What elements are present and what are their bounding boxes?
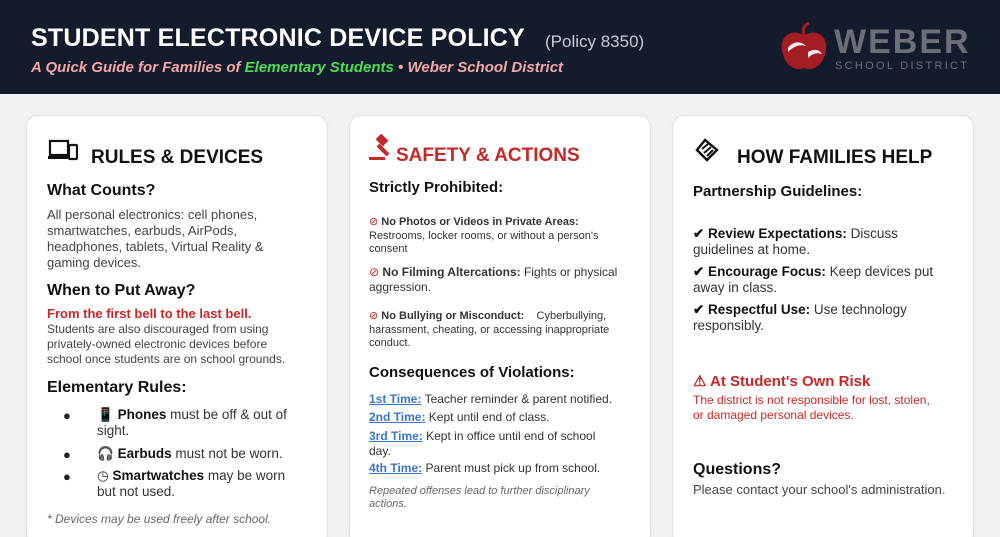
prohibited-text: harassment, cheating, or accessing inappropriate [369,323,610,336]
rules-devices-card [26,115,328,537]
violation-text: Parent must pick up from school. [422,461,601,475]
when-note-line: privately-owned electronic devices before [47,337,268,351]
guideline-strong: ✔ Encourage Focus: [693,264,826,279]
guideline-text: responsibly. [693,318,765,333]
logo-wordmark: WEBER [834,23,971,61]
what-counts-line: All personal electronics: cell phones, [47,207,258,222]
prohibited-icon: ⊘ [369,216,379,228]
card-title-rules: RULES & DEVICES [91,147,264,168]
watch-icon: ◷ [97,468,109,483]
families-help-card [672,115,974,537]
logo-subtext: SCHOOL DISTRICT [835,60,970,72]
rule-text: must be off & out of [166,407,287,422]
safety-actions-card [349,115,651,537]
violation-link[interactable]: 3rd Time: [369,429,423,443]
violation-text: Kept in office until end of school [422,429,596,443]
elementary-rules-heading: Elementary Rules: [47,379,187,396]
risk-heading: ⚠ At Student's Own Risk [693,373,871,390]
rule-text: must not be worn. [171,446,283,461]
headphones-icon: 🎧 [97,446,114,461]
card-title-safety: SAFETY & ACTIONS [396,145,580,166]
what-counts-line: headphones, tablets, Virtual Reality & [47,239,264,254]
prohibited-item [369,216,639,257]
violation-3 [369,429,595,459]
violation-text: Teacher reminder & parent notified. [421,392,613,406]
violation-2 [369,410,550,425]
violation-link[interactable]: 4th Time: [369,461,423,475]
page-title: STUDENT ELECTRONIC DEVICE POLICY [31,24,525,52]
when-note-line: school once students are on school grounds. [47,352,286,366]
guideline-text: Discuss [846,226,898,241]
violation-link[interactable]: 2nd Time: [369,410,426,424]
header-banner [0,0,1000,94]
card-title-families: HOW FAMILIES HELP [737,147,933,168]
risk-line: or damaged personal devices. [693,408,854,422]
guideline-review [693,226,963,258]
prohibited-strong: No Photos or Videos in Private Areas: [381,216,579,228]
guideline-text: away in class. [693,280,778,295]
prohibited-strong: No Filming Altercations: [382,265,521,279]
rule-earbuds [97,446,317,462]
questions-heading: Questions? [693,461,782,478]
when-heading: When to Put Away? [47,282,196,299]
after-school-note: * Devices may be used freely after school. [47,512,272,526]
violation-text: day. [369,444,391,458]
what-counts-line: smartwatches, earbuds, AirPods, [47,223,238,238]
partnership-heading: Partnership Guidelines: [693,183,863,200]
guideline-focus [693,264,963,296]
prohibited-text: Cyberbullying, [536,310,607,322]
rule-text-cont: sight. [97,423,130,438]
rule-text: may be worn [204,468,286,483]
rule-strong: Smartwatches [112,468,205,483]
subtitle-suffix: • Weber School District [393,59,564,76]
prohibited-strong: No Bullying or Misconduct: [381,310,525,322]
prohibited-text: aggression. [369,280,432,294]
devices-icon [48,139,78,163]
what-counts-line: gaming devices. [47,255,141,270]
prohibited-icon: ⊘ [369,310,379,322]
rule-text-cont: but not used. [97,484,176,499]
consequences-heading: Consequences of Violations: [369,364,575,381]
phone-icon: 📱 [97,407,114,422]
violation-text: Kept until end of class. [425,410,550,424]
when-bell-rule: From the first bell to the last bell. [47,306,252,321]
prohibited-text: consent [369,243,408,255]
rule-phones [97,407,317,439]
rule-strong: Phones [117,407,167,422]
subtitle-highlight: Elementary Students [244,59,394,76]
guideline-text: Keep devices put [825,264,934,279]
gavel-icon [368,134,396,162]
risk-line: The district is not responsible for lost, stolen, [693,393,930,407]
apple-logo-icon [778,22,830,74]
prohibited-text: Fights or physical [520,265,618,279]
violation-link[interactable]: 1st Time: [369,392,422,406]
prohibited-item [369,310,644,351]
page-subtitle [31,59,563,76]
prohibited-icon: ⊘ [369,265,380,279]
prohibited-heading: Strictly Prohibited: [369,179,504,196]
district-logo [778,22,978,74]
guideline-text: guidelines at home. [693,242,811,257]
bullet-dot: ● [63,408,71,423]
guideline-respect [693,302,963,334]
policy-number: (Policy 8350) [545,32,645,51]
bullet-dot: ● [63,469,71,484]
violation-1 [369,392,612,407]
what-counts-heading: What Counts? [47,182,156,199]
prohibited-text: conduct. [369,337,411,349]
rule-smartwatches [97,468,317,500]
note-line: Repeated offenses lead to further disciplinary [369,485,590,497]
guideline-text: Use technology [810,302,907,317]
when-note-line: Students are also discouraged from using [47,322,269,336]
violation-4 [369,461,600,476]
subtitle-prefix: A Quick Guide for Families of [31,59,245,76]
guideline-strong: ✔ Respectful Use: [693,302,811,317]
note-line: actions. [369,498,407,510]
prohibited-item [369,265,639,295]
handshake-icon [693,136,721,164]
guideline-strong: ✔ Review Expectations: [693,226,847,241]
prohibited-text: Restrooms, locker rooms, or without a person's [369,229,599,242]
bullet-dot: ● [63,447,71,462]
questions-text: Please contact your school's administration. [693,482,946,497]
rule-strong: Earbuds [117,446,172,461]
repeated-offense-note [369,485,590,511]
